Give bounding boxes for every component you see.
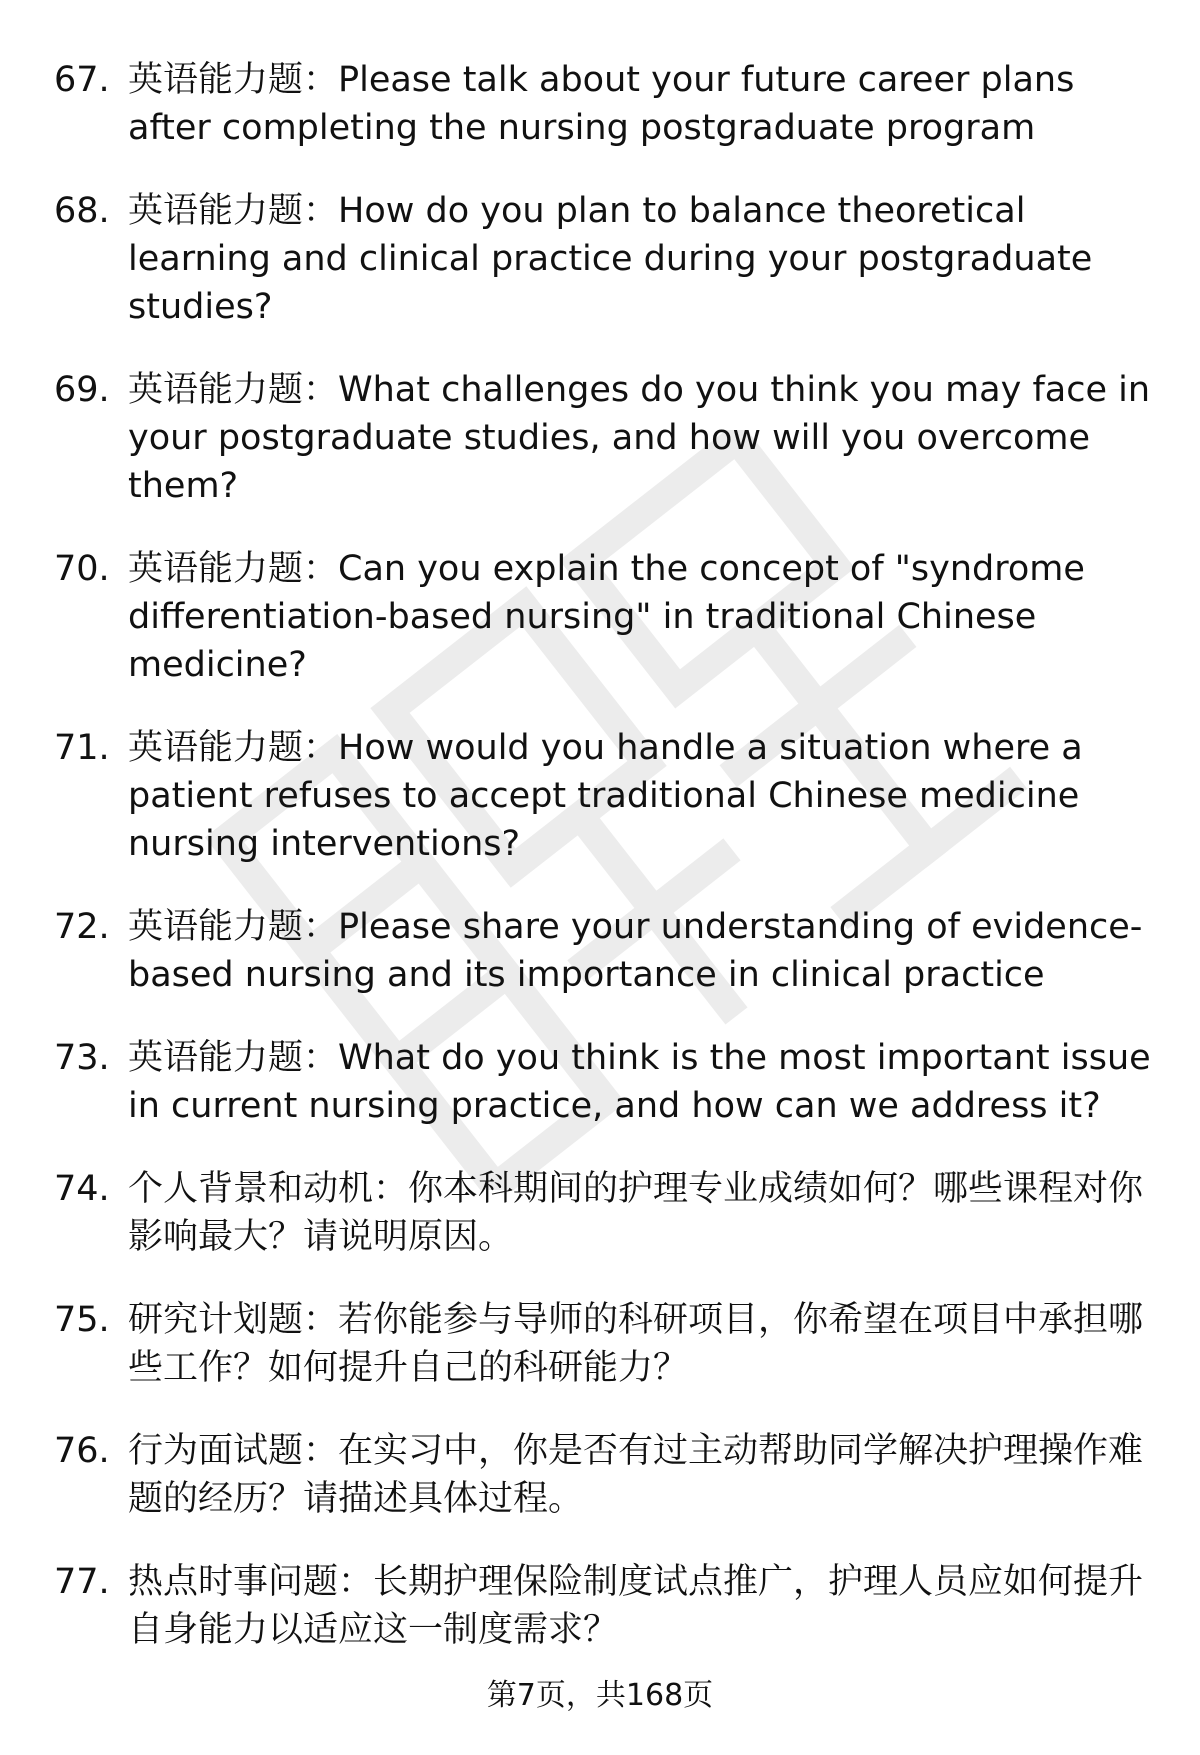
question-item bbox=[0, 1034, 1200, 1130]
question-number: 67. bbox=[54, 60, 110, 100]
question-item bbox=[0, 1427, 1200, 1523]
question-item bbox=[0, 903, 1200, 999]
question-item bbox=[0, 56, 1200, 152]
question-text: 英语能力题：How do you plan to balance theoretical learning and clinical practice during your postgraduate studies? bbox=[128, 191, 1093, 327]
question-text: 英语能力题：Please talk about your future career plans after completing the nursing postgraduate program bbox=[128, 60, 1075, 148]
question-number: 73. bbox=[54, 1038, 110, 1078]
question-list bbox=[0, 56, 1200, 1654]
question-number: 74. bbox=[54, 1169, 110, 1209]
page-number-label: 第7页，共168页 bbox=[486, 1678, 714, 1713]
question-text: 研究计划题：若你能参与导师的科研项目，你希望在项目中承担哪些工作？如何提升自己的科研能力？ bbox=[128, 1300, 1144, 1388]
question-item bbox=[0, 1558, 1200, 1654]
question-text: 行为面试题：在实习中，你是否有过主动帮助同学解决护理操作难题的经历？请描述具体过程。 bbox=[128, 1431, 1144, 1519]
question-text: 个人背景和动机：你本科期间的护理专业成绩如何？哪些课程对你影响最大？请说明原因。 bbox=[128, 1169, 1144, 1257]
question-number: 72. bbox=[54, 907, 110, 947]
question-text: 热点时事问题：长期护理保险制度试点推广，护理人员应如何提升自身能力以适应这一制度需求？ bbox=[128, 1562, 1144, 1650]
question-item bbox=[0, 1296, 1200, 1392]
question-number: 69. bbox=[54, 370, 110, 410]
question-item bbox=[0, 1165, 1200, 1261]
question-text: 英语能力题：What do you think is the most important issue in current nursing practice, and how can we address it? bbox=[128, 1038, 1151, 1126]
question-number: 71. bbox=[54, 728, 110, 768]
question-number: 70. bbox=[54, 549, 110, 589]
question-number: 75. bbox=[54, 1300, 110, 1340]
question-number: 68. bbox=[54, 191, 110, 231]
question-number: 76. bbox=[54, 1431, 110, 1471]
question-item bbox=[0, 724, 1200, 868]
question-text: 英语能力题：Can you explain the concept of "syndrome differentiation-based nursing" in traditional Chinese medicine? bbox=[128, 549, 1085, 685]
page-footer bbox=[0, 1676, 1200, 1716]
question-text: 英语能力题：Please share your understanding of evidence-based nursing and its importance in clinical practice bbox=[128, 907, 1143, 995]
question-text: 英语能力题：How would you handle a situation where a patient refuses to accept traditional Chinese medicine nursing interventions? bbox=[128, 728, 1083, 864]
question-item bbox=[0, 545, 1200, 689]
question-text: 英语能力题：What challenges do you think you may face in your postgraduate studies, and how will you overcome them? bbox=[128, 370, 1151, 506]
question-item bbox=[0, 366, 1200, 510]
question-item bbox=[0, 187, 1200, 331]
question-number: 77. bbox=[54, 1562, 110, 1602]
